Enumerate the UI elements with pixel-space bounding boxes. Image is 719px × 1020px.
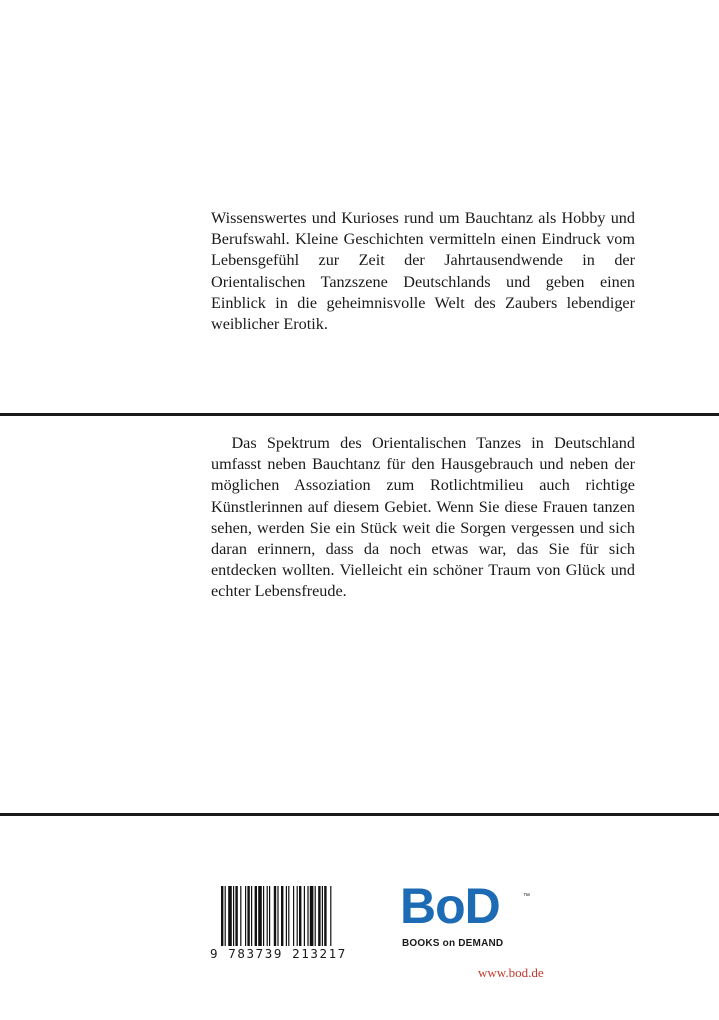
isbn-digits: 9 783739 213217	[210, 946, 347, 961]
trademark-symbol: ™	[523, 893, 530, 900]
publisher-url[interactable]: www.bod.de	[478, 965, 544, 980]
bod-wordmark: BoD	[400, 878, 500, 934]
bod-subtitle: BOOKS on DEMAND	[402, 938, 504, 949]
blurb-paragraph-2: Das Spektrum des Orientalischen Tanzes in Deutschland umfasst neben Bauchtanz für den Hausgebrauch und neben der möglichen Assoziation zum Rotlichtmilieu auch richtige Künstlerinnen auf diesem Gebiet. Wenn Sie diese Frauen tanzen sehen, werden Sie ein Stück weit die Sorgen vergessen und sich daran erinnern, dass da noch etwas war, das Sie für sich entdecken wollten. Vielleicht ein schöner Traum von Glück und echter Lebensfreude.	[211, 434, 635, 601]
divider-line-bottom	[0, 813, 719, 816]
blurb-paragraph-1: Wissenswertes und Kurioses rund um Bauchtanz als Hobby und Berufswahl. Kleine Geschichten vermitteln einen Eindruck vom Lebensgefühl zur Zeit der Jahrtausendwende in der Orientalischen Tanzszene Deutschlands und geben einen Einblick in die geheimnisvolle Welt des Zaubers lebendiger weiblicher Erotik.	[211, 209, 635, 334]
divider-line-top	[0, 413, 719, 416]
publisher-logo	[400, 878, 540, 960]
barcode-icon	[221, 886, 371, 946]
